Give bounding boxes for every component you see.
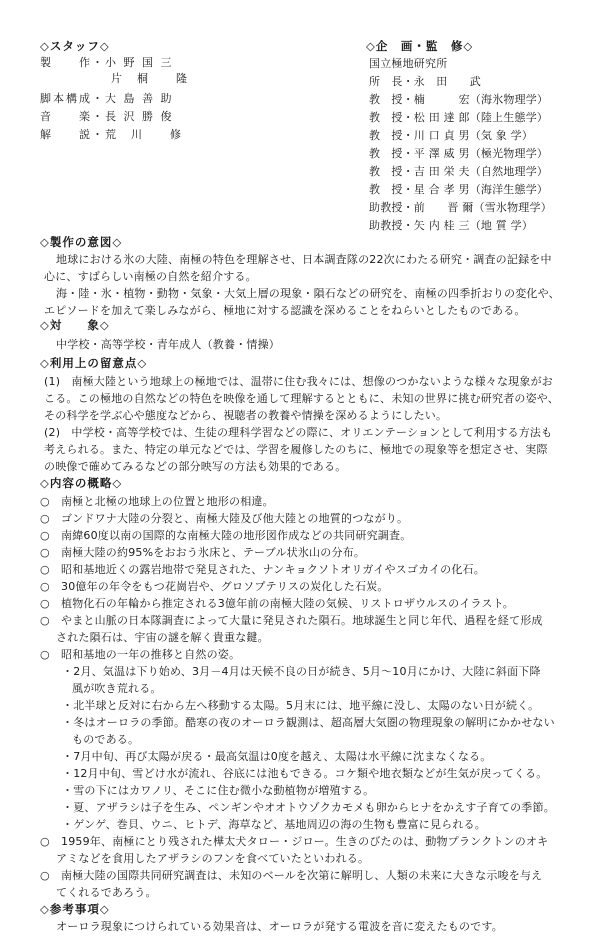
audience-heading: ◇対 象◇ [40,318,110,332]
outline-sub: ・冬はオーロラの季節。酷寒の夜のオーロラ観測は、超高層大気圏の物理現象の解明にかかせない [62,716,555,729]
outline-sub: ・12月中旬、雪どけ水が流れ、谷底には池もできる。コケ類や地衣類などが生気が戻ってくる。 [62,767,548,780]
supervision-row: 助教授・矢 内 桂 三（地 質 学） [369,219,534,232]
purpose-line: 地球における氷の大陸、南極の特色を理解させ、日本調査隊の22次にわたる研究・調査の記録を中 [56,253,552,266]
supervision-row: 教 授・松 田 達 郎（陸上生態学） [369,111,549,124]
outline-sub: ・ゲンゲ、巻貝、ウニ、ヒトデ、海草など、基地周辺の海の生物も豊富に見られる。 [62,818,486,831]
outline-heading: ◇内容の概略◇ [40,476,123,490]
outline-sub: ・2月、気温は下り始め、3月－4月は天候不良の日が続き、5月～10月にかけ、大陸に斜面下降 [62,665,541,678]
staff-heading: ◇スタッフ◇ [40,39,110,53]
staff-music: 音 楽・長 沢 勝 俊 [40,110,174,123]
outline-sub: ・夏、アザラシは子を生み、ペンギンやオオトウゾクカモメも卵からヒナをかえす子育ての季節。 [62,801,555,814]
supervision-row: 教 授・星 合 孝 男（海洋生態学） [369,183,549,196]
outline-sub: ・雪の下にはカワノリ、そこに住む微小な動植物が増殖する。 [62,784,375,797]
outline-item-cont: てくれるであろう。 [56,886,157,899]
outline-item-cont: アミなどを食用したアザラシのフンを食べていたといわれる。 [56,852,370,865]
outline-sub: ・北半球と反対に右から左へ移動する太陽。5月末には、地平線に没し、太陽のない日が続く。 [62,699,540,712]
purpose-heading: ◇製作の意図◇ [40,235,123,249]
outline-sub-cont: 風が吹き荒れる。 [72,682,162,695]
notes-line: こる。この極地の自然などの特色を映像を通して理解するとともに、未知の世界に挑む研究者の姿や、 [44,392,559,405]
outline-sub: ・7月中旬、再び太陽が戻る・最高気温は0度を越え、太陽は水平線に沈まなくなる。 [62,750,492,763]
notes-line: その科学を学ぶ心や態度などから、視聴者の教養や情操を深めるようにしたい。 [44,409,448,422]
outline-item-cont: された隕石は、宇宙の謎を解く貴重な鍵。 [56,631,269,644]
purpose-line: 心に、すばらしい南極の自然を紹介する。 [44,270,257,283]
supervision-row: 所 長・永 田 武 [369,75,481,88]
outline-item: ○ 昭和基地近くの露岩地帯で発見された、ナンキョクソトオリガイやスゴカイの化石。 [40,563,485,576]
supervision-institute: 国立極地研究所 [369,57,448,70]
outline-item: ○ 南極大陸の国際共同研究調査は、未知のベールを次第に解明し、人類の未来に大きな示唆を与え [40,869,543,882]
notes-line: (1) 南極大陸という地球上の極地では、温帯に住む我々には、想像のつかないような様々な現象がお [44,375,553,388]
outline-item: ○ 30億年の年令をもつ花崗岩や、グロソプテリスの炭化した石炭。 [40,580,389,593]
outline-sub-cont: ものである。 [72,733,140,746]
purpose-line: エピソードを加えて楽しみながら、極地に対する認識を深めることをねらいとしたものである。 [44,304,526,317]
supervision-row: 助教授・前 晋 爾（雪氷物理学） [369,201,552,214]
outline-item: ○ 南極大陸の約95%をおおう氷床と、テーブル状氷山の分布。 [40,546,366,559]
supervision-row: 教 授・川 口 貞 男（気 象 学） [369,129,534,142]
outline-item: ○ やまと山脈の日本隊調査によって大量に発見された隕石。地球誕生と同じ年代、過程を経て形成 [40,614,543,627]
purpose-line: 海・陸・氷・植物・動物・気象・大気上層の現象・隕石などの研究を、南極の四季折おりの変化や、 [56,287,560,300]
supervision-row: 教 授・吉 田 栄 夫（自然地理学） [369,165,549,178]
staff-narration: 解 説・荒 川 修 [40,128,183,141]
supervision-heading: ◇企 画・監 修◇ [366,39,474,53]
notes-line: の映像で確めてみるなどの部分映写の方法も効果的である。 [44,460,347,473]
staff-producer-2: 片 桐 隆 [111,72,189,85]
references-heading: ◇参考事項◇ [40,902,110,916]
outline-item: ○ 植物化石の年輪から推定される3億年前の南極大陸の気候、リストロザウルスのイラスト。 [40,597,514,610]
references-text: オーロラ現象につけられている効果音は、オーロラが発する電波を音に変えたものです。 [56,920,503,933]
staff-producer: 製 作・小 野 国 三 [40,56,174,69]
notes-heading: ◇利用上の留意点◇ [40,356,148,370]
staff-scriptwriter: 脚本構成・大 島 善 助 [40,92,174,105]
supervision-row: 教 授・楠 宏（海氷物理学） [369,93,549,106]
notes-line: 考えられる。また、特定の単元などでは、学習を履修したのちに、極地での現象等を想定させ、実際 [44,443,548,456]
outline-item: ○ 1959年、南極にとり残された樺太犬タロー・ジロー。生きのびたのは、動物プランクトンのオキ [40,835,549,848]
outline-item: ○ 南極と北極の地球上の位置と地形の相違。 [40,495,274,508]
audience-text: 中学校・高等学校・青年成人（教養・情操） [56,338,280,351]
outline-item: ○ ゴンドワナ大陸の分裂と、南極大陸及び他大陸との地質的つながり。 [40,512,409,525]
supervision-row: 教 授・平 澤 威 男（極光物理学） [369,147,549,160]
outline-item: ○ 南緯60度以南の国際的な南極大陸の地形図作成などの共同研究調査。 [40,529,412,542]
outline-item: ○ 昭和基地の一年の推移と自然の姿。 [40,648,241,661]
notes-line: (2) 中学校・高等学校では、生徒の理科学習などの際に、オリエンテーションとして利用する方法も [44,426,553,439]
